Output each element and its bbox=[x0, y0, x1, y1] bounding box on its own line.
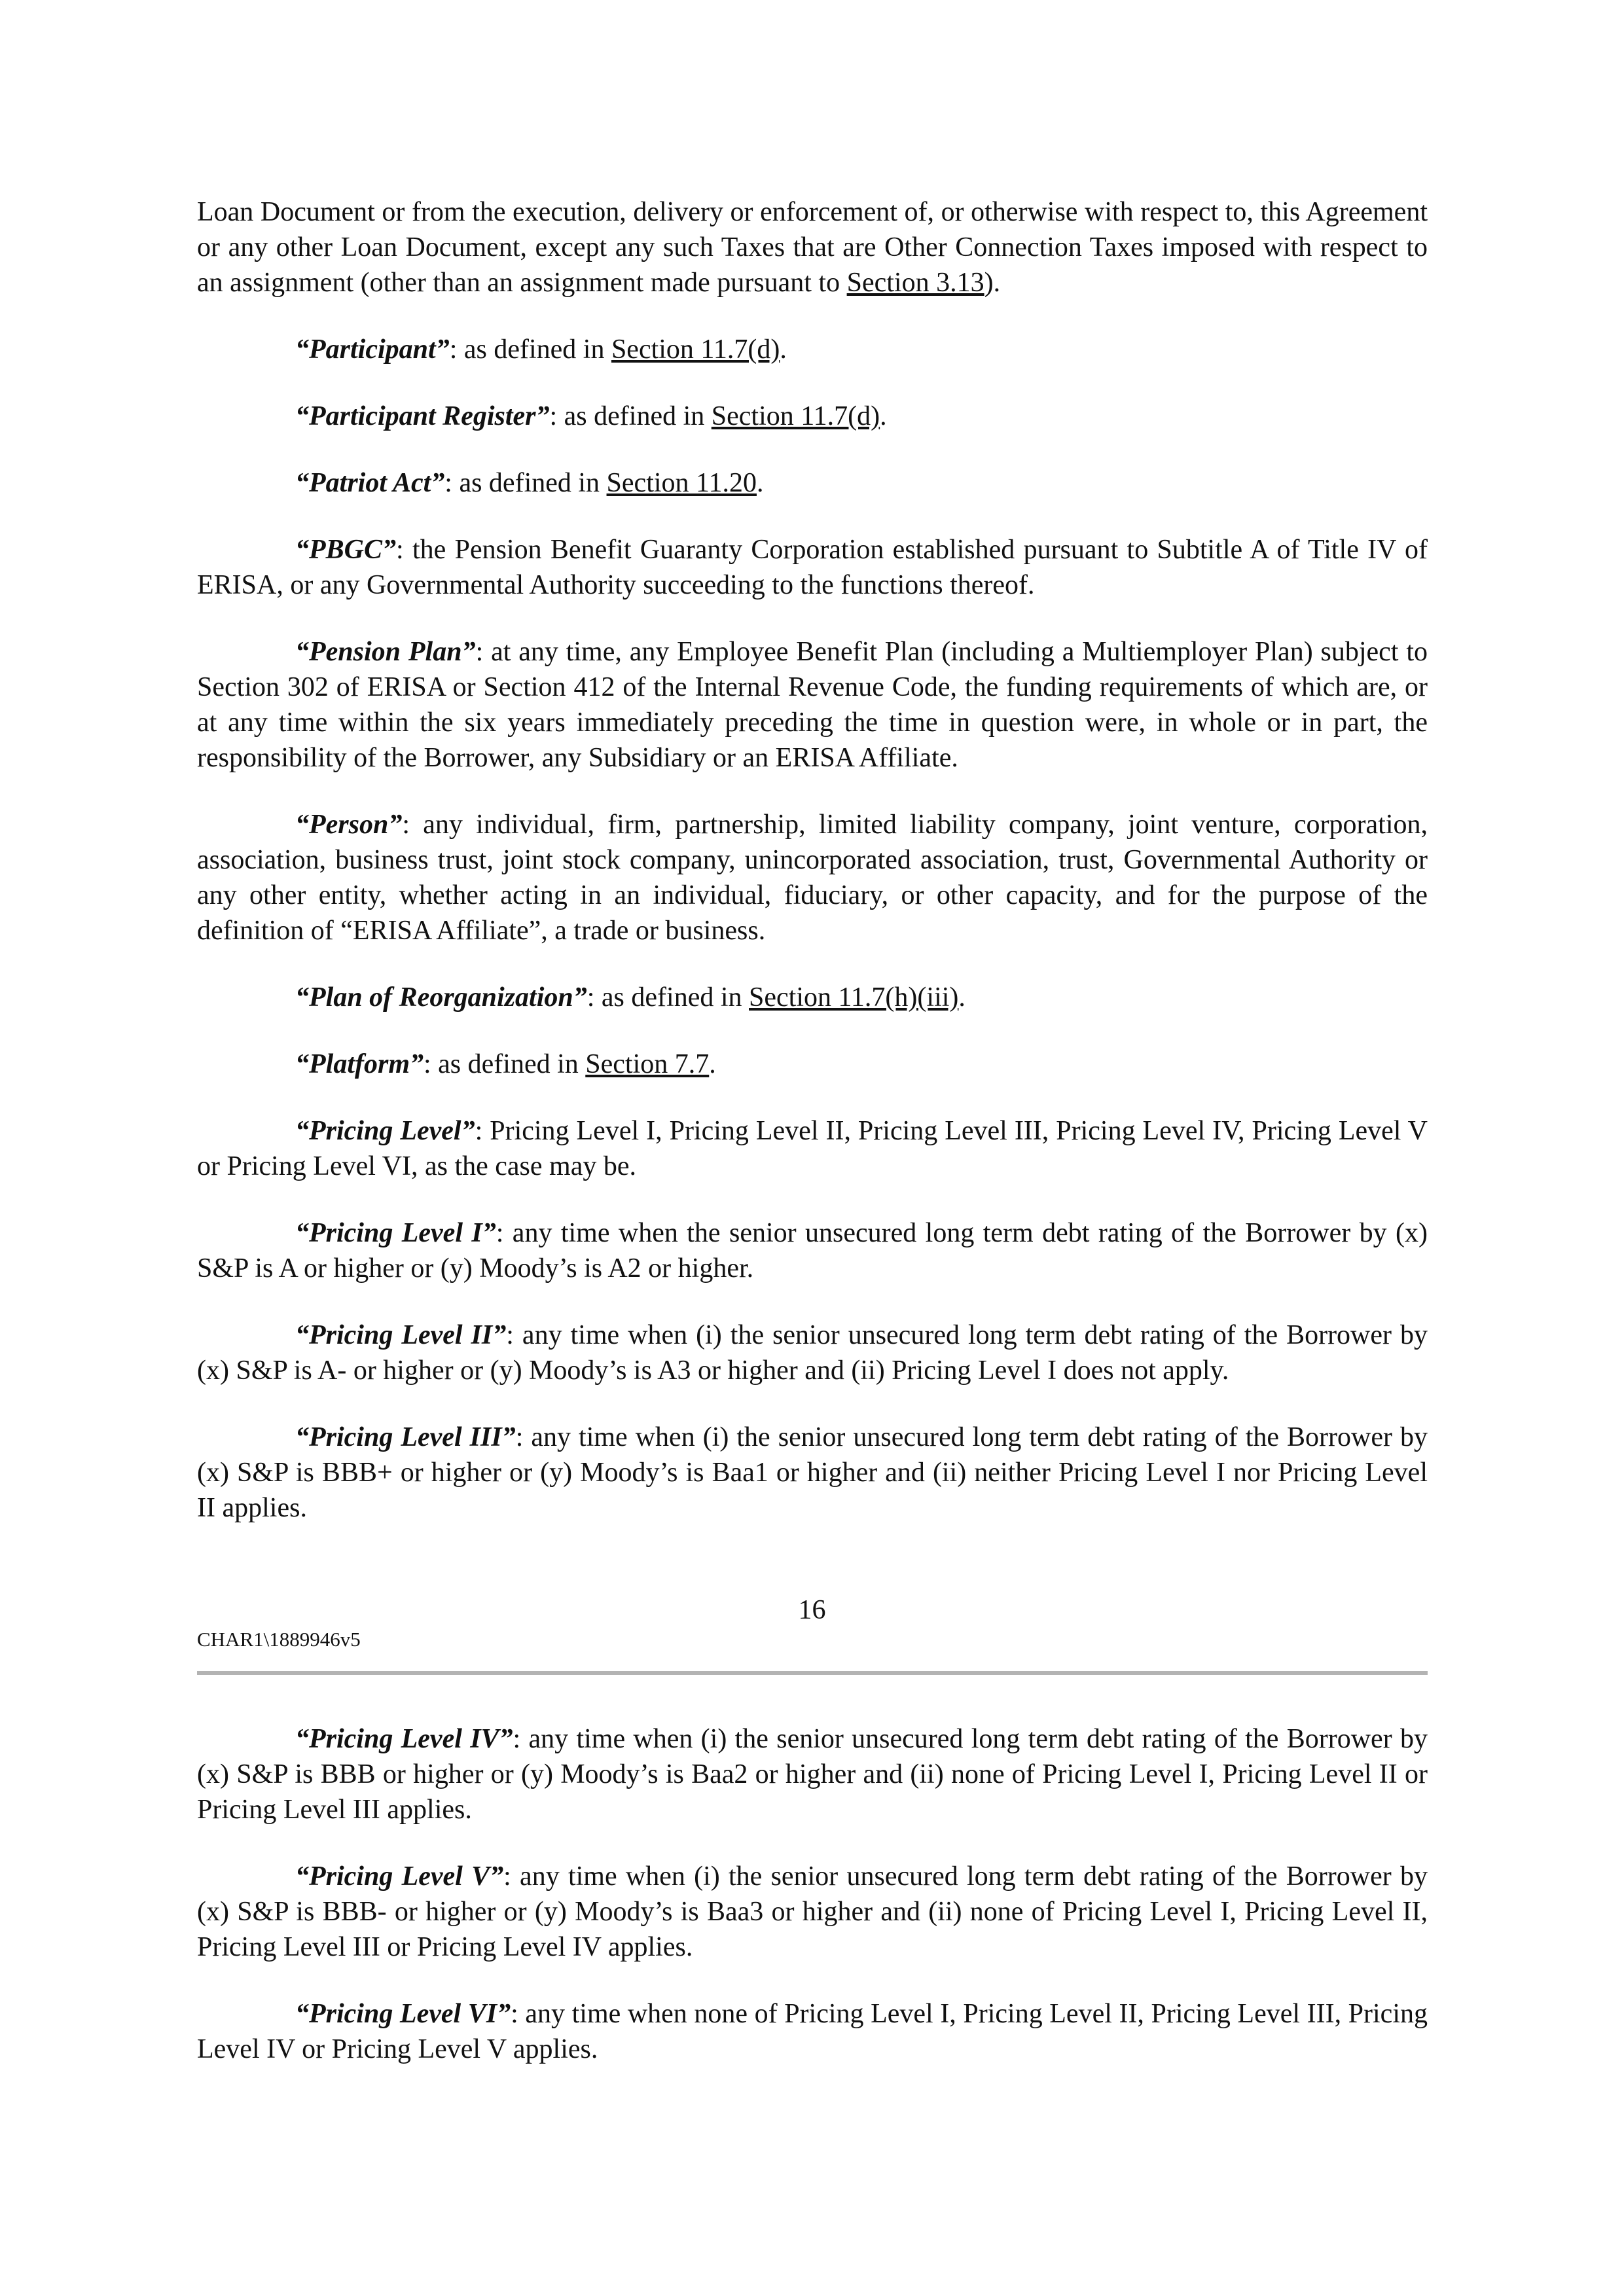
section-reference: Section 3.13 bbox=[846, 268, 984, 298]
defined-term: “Patriot Act” bbox=[295, 468, 445, 498]
defined-term: “Participant” bbox=[295, 334, 450, 365]
definition-patriot-act bbox=[197, 465, 1428, 501]
definition-pricing-level-i bbox=[197, 1215, 1428, 1286]
definition-pricing-level-ii bbox=[197, 1318, 1428, 1388]
definition-text: : as defined in bbox=[444, 468, 607, 498]
definition-text: : any time when (i) the senior unsecured long term debt rating of the Borrower by (x) S&P is BBB- or higher or (y) Moody’s is Baa3 or higher and (ii) none of Pricing Level I, Pricing Level II, Pricing Level III or Pricing Level IV applies. bbox=[197, 1861, 1428, 1962]
defined-term: “Pricing Level V” bbox=[295, 1861, 504, 1892]
page-body-top bbox=[197, 194, 1428, 1557]
definition-text-end: . bbox=[958, 982, 965, 1013]
section-reference: Section 11.20 bbox=[606, 468, 757, 498]
definition-pricing-level-iv bbox=[197, 1721, 1428, 1827]
defined-term: “Pricing Level VI” bbox=[295, 1999, 511, 2029]
definition-text: : as defined in bbox=[449, 334, 611, 365]
defined-term: “Platform” bbox=[295, 1049, 424, 1079]
section-reference: Section 11.7(h)(iii) bbox=[749, 982, 959, 1013]
section-reference: Section 7.7 bbox=[585, 1049, 710, 1079]
definition-participant-register bbox=[197, 399, 1428, 434]
definition-pbgc bbox=[197, 532, 1428, 603]
definition-pricing-level-iii bbox=[197, 1420, 1428, 1526]
defined-term: “Participant Register” bbox=[295, 401, 550, 431]
defined-term: “Pricing Level IV” bbox=[295, 1724, 513, 1754]
defined-term: “Pension Plan” bbox=[295, 637, 476, 667]
section-reference: Section 11.7(d) bbox=[711, 401, 880, 431]
defined-term: “Pricing Level I” bbox=[295, 1218, 496, 1248]
paragraph-text-end: ). bbox=[984, 268, 1001, 298]
page-body-bottom bbox=[197, 1721, 1428, 2098]
definition-text-end: . bbox=[880, 401, 887, 431]
definition-person bbox=[197, 807, 1428, 948]
continuation-paragraph bbox=[197, 194, 1428, 300]
definition-platform bbox=[197, 1047, 1428, 1082]
definition-text: : as defined in bbox=[424, 1049, 586, 1079]
defined-term: “Pricing Level III” bbox=[295, 1422, 516, 1452]
page-divider bbox=[197, 1671, 1428, 1675]
definition-text: : as defined in bbox=[586, 982, 749, 1013]
definition-text: : any time when (i) the senior unsecured long term debt rating of the Borrower by (x) S&P is BBB+ or higher or (y) Moody’s is Baa1 or higher and (ii) neither Pricing Level I nor Pricing Level II applies. bbox=[197, 1422, 1428, 1523]
defined-term: “Pricing Level” bbox=[295, 1116, 475, 1146]
page-number: 16 bbox=[798, 1595, 826, 1625]
definition-text: : any time when (i) the senior unsecured long term debt rating of the Borrower by (x) S&P is A- or higher or (y) Moody’s is A3 or higher and (ii) Pricing Level I does not apply. bbox=[197, 1320, 1428, 1386]
definition-pension-plan bbox=[197, 634, 1428, 776]
definition-text: : any time when none of Pricing Level I, Pricing Level II, Pricing Level III, Pricing Level IV or Pricing Level V applies. bbox=[197, 1999, 1428, 2064]
definition-text: : the Pension Benefit Guaranty Corporation established pursuant to Subtitle A of Title IV of ERISA, or any Governmental Authority succeeding to the functions thereof. bbox=[197, 535, 1428, 600]
definition-text: : Pricing Level I, Pricing Level II, Pricing Level III, Pricing Level IV, Pricing Level V or Pricing Level VI, as the case may be. bbox=[197, 1116, 1428, 1181]
definition-text: : any time when (i) the senior unsecured long term debt rating of the Borrower by (x) S&P is BBB or higher or (y) Moody’s is Baa2 or higher and (ii) none of Pricing Level I, Pricing Level II or Pricing Level III applies. bbox=[197, 1724, 1428, 1825]
definition-pricing-level-v bbox=[197, 1859, 1428, 1965]
paragraph-text: Loan Document or from the execution, delivery or enforcement of, or otherwise with respect to, this Agreement or any other Loan Document, except any such Taxes that are Other Connection Taxes imposed with respect to an assignment (other than an assignment made pursuant to bbox=[197, 197, 1428, 298]
defined-term: “Pricing Level II” bbox=[295, 1320, 507, 1350]
definition-text: : any individual, firm, partnership, limited liability company, joint venture, corporation, association, business trust, joint stock company, unincorporated association, trust, Governmental Authority or any other entity, whether acting in an individual, fiduciary, or other capacity, and for the purpose of the definition of “ERISA Affiliate”, a trade or business. bbox=[197, 810, 1428, 946]
definition-text-end: . bbox=[709, 1049, 716, 1079]
defined-term: “PBGC” bbox=[295, 535, 397, 565]
definition-pricing-level bbox=[197, 1113, 1428, 1184]
definition-text: : at any time, any Employee Benefit Plan (including a Multiemployer Plan) subject to Section 302 of ERISA or Section 412 of the Internal Revenue Code, the funding requirements of which are, or at any time within the six years immediately preceding the time in question were, in whole or in part, the responsibility of the Borrower, any Subsidiary or an ERISA Affiliate. bbox=[197, 637, 1428, 773]
definition-plan-of-reorganization bbox=[197, 980, 1428, 1015]
definition-text-end: . bbox=[780, 334, 787, 365]
definition-text-end: . bbox=[756, 468, 764, 498]
definition-text: : as defined in bbox=[549, 401, 712, 431]
definition-pricing-level-vi bbox=[197, 1996, 1428, 2067]
defined-term: “Person” bbox=[295, 810, 403, 840]
document-id: CHAR1\1889946v5 bbox=[197, 1628, 361, 1651]
definition-participant bbox=[197, 332, 1428, 367]
defined-term: “Plan of Reorganization” bbox=[295, 982, 587, 1013]
definition-text: : any time when the senior unsecured long term debt rating of the Borrower by (x) S&P is A or higher or (y) Moody’s is A2 or higher. bbox=[197, 1218, 1428, 1283]
section-reference: Section 11.7(d) bbox=[611, 334, 780, 365]
